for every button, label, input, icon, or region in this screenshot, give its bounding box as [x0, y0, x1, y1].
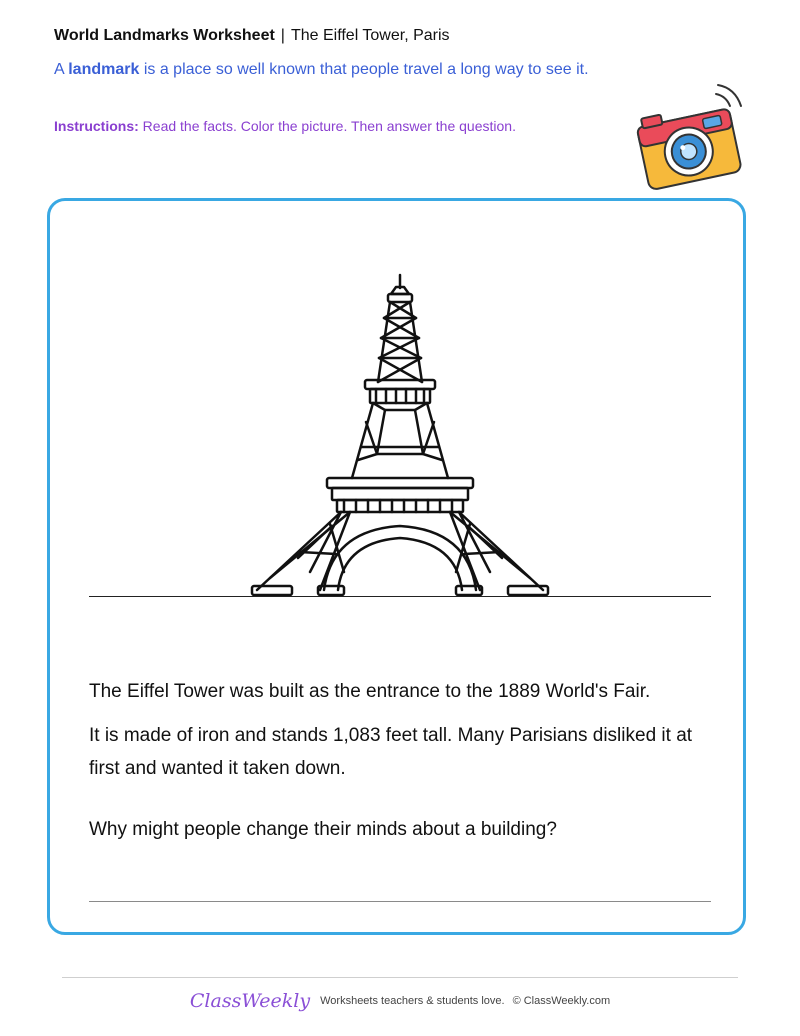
instructions-label: Instructions: [54, 118, 139, 134]
footer-divider [62, 977, 738, 978]
worksheet-header [54, 27, 450, 45]
definition-prefix: A [54, 61, 69, 78]
ground-line [89, 596, 711, 597]
brand-logo: ClassWeekly [189, 990, 311, 1012]
fact-text: It is made of iron and stands 1,083 feet tall. Many Parisians disliked it at first and wanted it taken down. [89, 725, 693, 779]
definition-term: landmark [68, 61, 140, 78]
header-separator: | [280, 27, 285, 44]
definition-text: is a place so well known that people travel a long way to see it. [139, 61, 589, 78]
instructions [54, 118, 516, 134]
question-text: Why might people change their minds about a building? [89, 819, 557, 840]
footer-tagline: Worksheets teachers & students love. [320, 995, 505, 1007]
instructions-text: Read the facts. Color the picture. Then answer the question. [138, 118, 516, 134]
eiffel-tower-icon [240, 272, 560, 602]
fact-text: The Eiffel Tower was built as the entrance to the 1889 World's Fair. [89, 681, 651, 702]
footer-copyright: © ClassWeekly.com [512, 995, 611, 1007]
camera-icon [628, 82, 746, 194]
worksheet-subtitle: The Eiffel Tower, Paris [290, 27, 450, 44]
landmark-definition [54, 58, 594, 82]
answer-line[interactable] [89, 901, 711, 902]
footer [0, 990, 800, 1012]
worksheet-title: World Landmarks Worksheet [54, 27, 275, 44]
